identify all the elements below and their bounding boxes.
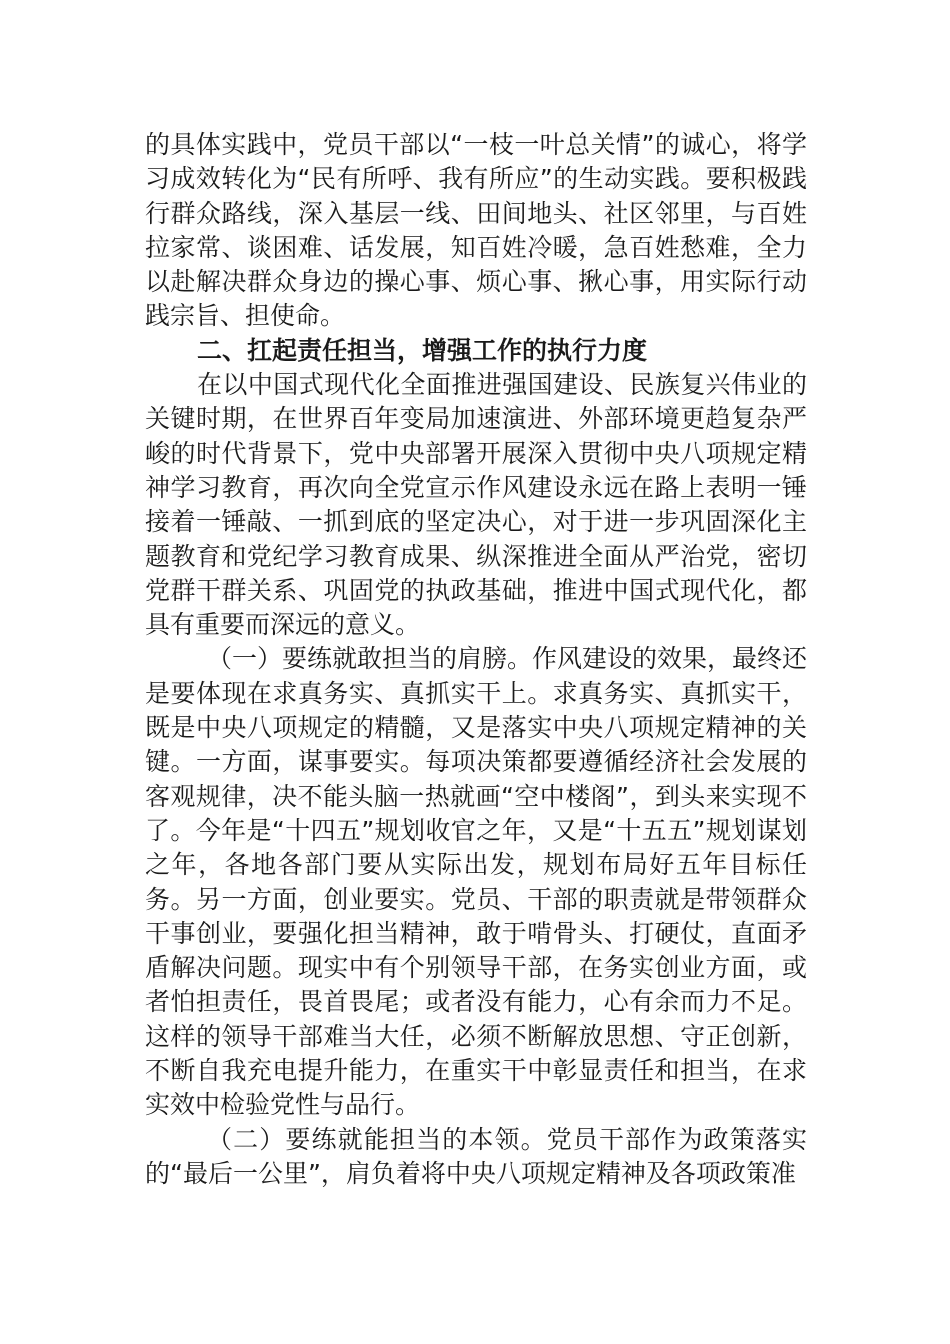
- paragraph-continuation: 的具体实践中，党员干部以“一枝一叶总关情”的诚心，将学习成效转化为“民有所呼、我有所应”的生动实践。要积极践行群众路线，深入基层一线、田间地头、社区邻里，与百姓拉家常、谈困难、话发展，知百姓冷暖，急百姓愁难，全力以赴解决群众身边的操心事、烦心事、揪心事，用实际行动践宗旨、担使命。: [145, 130, 807, 331]
- paragraph-subsection-one: （一）要练就敢担当的肩膀。作风建设的效果，最终还是要体现在求真务实、真抓实干上。求真务实、真抓实干，既是中央八项规定的精髓，又是落实中央八项规定精神的关键。一方面，谋事要实。每项决策都要遵循经济社会发展的客观规律，决不能头脑一热就画“空中楼阁”，到头来实现不了。今年是“十四五”规划收官之年，又是“十五五”规划谋划之年，各地各部门要从实际出发，规划布局好五年目标任务。另一方面，创业要实。党员、干部的职责就是带领群众干事创业，要强化担当精神，敢于啃骨头、打硬仗，直面矛盾解决问题。现实中有个别领导干部，在务实创业方面，或者怕担责任，畏首畏尾；或者没有能力，心有余而力不足。这样的领导干部难当大任，必须不断解放思想、守正创新，不断自我充电提升能力，在重实干中彰显责任和担当，在求实效中检验党性与品行。: [145, 644, 808, 1120]
- paragraph-subsection-two: （二）要练就能担当的本领。党员干部作为政策落实的“最后一公里”，肩负着将中央八项规定精神及各项政策准: [145, 1124, 807, 1188]
- section-heading: 二、扛起责任担当，增强工作的执行力度: [197, 335, 648, 365]
- paragraph-section-intro: 在以中国式现代化全面推进强国建设、民族复兴伟业的关键时期，在世界百年变局加速演进、外部环境更趋复杂严峻的时代背景下，党中央部署开展深入贯彻中央八项规定精神学习教育，再次向全党宣示作风建设永远在路上表明一锤接着一锤敲、一抓到底的坚定决心，对于进一步巩固深化主题教育和党纪学习教育成果、纵深推进全面从严治党，密切党群干群关系、巩固党的执政基础，推进中国式现代化，都具有重要而深远的意义。: [145, 370, 807, 640]
- document-body: [145, 128, 807, 1191]
